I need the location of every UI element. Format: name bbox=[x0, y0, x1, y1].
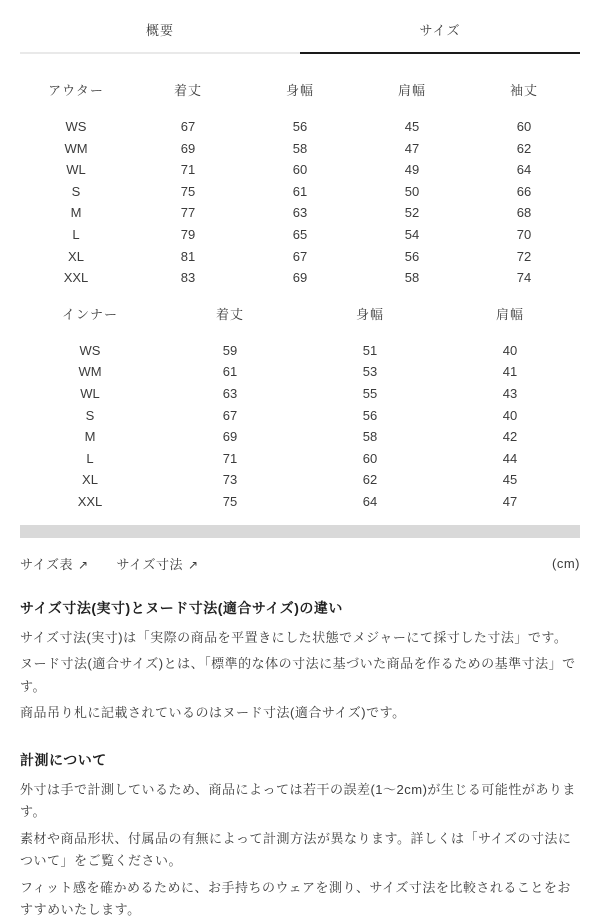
table-row bbox=[20, 116, 580, 138]
table-cell: 56 bbox=[404, 248, 420, 264]
size-chart-link-label: サイズ表 bbox=[20, 556, 73, 572]
table-cell: 69 bbox=[222, 429, 238, 445]
table-cell: XXL bbox=[63, 270, 89, 286]
paragraph: 外寸は手で計測しているため、商品によっては若干の誤差(1〜2cm)が生じる可能性があります。 bbox=[20, 781, 576, 819]
section-body bbox=[20, 779, 580, 922]
table-cell: 56 bbox=[292, 119, 308, 134]
inner-size-table-body bbox=[20, 340, 580, 513]
table-row bbox=[20, 181, 580, 203]
section-title: サイズ寸法(実寸)とヌード寸法(適合サイズ)の違い bbox=[20, 599, 343, 616]
column-header: 肩幅 bbox=[397, 83, 426, 98]
table-cell: 67 bbox=[222, 407, 238, 423]
table-row bbox=[20, 383, 580, 405]
table-cell: 75 bbox=[222, 493, 238, 509]
table-cell: 60 bbox=[362, 450, 378, 466]
table-cell: 79 bbox=[180, 226, 196, 242]
table-cell: 61 bbox=[222, 364, 238, 380]
table-cell: 55 bbox=[362, 385, 378, 401]
table-cell: M bbox=[84, 429, 96, 445]
table-cell: 62 bbox=[516, 140, 532, 156]
table-cell: S bbox=[85, 407, 95, 423]
table-cell: WM bbox=[78, 364, 102, 380]
tab-overview-label: 概要 bbox=[145, 23, 174, 38]
section-body bbox=[20, 627, 580, 725]
table-cell: 66 bbox=[516, 183, 532, 199]
table-cell: 67 bbox=[292, 248, 308, 264]
inner-size-table-header bbox=[20, 304, 580, 340]
size-chart-link[interactable] bbox=[20, 554, 89, 573]
inner-size-table bbox=[20, 304, 580, 513]
table-cell: L bbox=[86, 450, 94, 466]
column-header: インナー bbox=[61, 306, 118, 322]
table-cell: 70 bbox=[516, 226, 532, 242]
table-cell: 54 bbox=[404, 226, 420, 242]
table-row bbox=[20, 361, 580, 383]
table-cell: 42 bbox=[502, 429, 518, 445]
table-row bbox=[20, 491, 580, 513]
table-cell: 75 bbox=[180, 183, 196, 199]
tab-overview[interactable] bbox=[20, 20, 300, 54]
table-cell: 58 bbox=[292, 140, 308, 156]
tab-size-label: サイズ bbox=[419, 23, 461, 38]
paragraph: 素材や商品形状、付属品の有無によって計測方法が異なります。詳しくは「サイズの寸法について」をご覧ください。 bbox=[20, 830, 572, 868]
table-cell: 51 bbox=[362, 342, 378, 358]
table-cell: S bbox=[71, 183, 81, 199]
table-cell: 68 bbox=[516, 205, 532, 221]
table-cell: M bbox=[70, 205, 82, 221]
column-header: 身幅 bbox=[355, 306, 384, 322]
size-measurements-link-label: サイズ寸法 bbox=[116, 556, 183, 572]
table-row bbox=[20, 405, 580, 427]
table-cell: 65 bbox=[292, 226, 308, 242]
table-cell: 43 bbox=[502, 385, 518, 401]
table-cell: 64 bbox=[516, 162, 532, 178]
table-cell: 58 bbox=[404, 270, 420, 286]
outer-size-table-header bbox=[20, 80, 580, 116]
table-cell: WS bbox=[79, 342, 101, 358]
table-cell: WS bbox=[65, 119, 87, 134]
table-cell: 44 bbox=[502, 450, 518, 466]
paragraph: ヌード寸法(適合サイズ)とは、「標準的な体の寸法に基づいた商品を作るための基準寸法」です。 bbox=[20, 656, 576, 694]
size-measurements-link[interactable] bbox=[117, 554, 199, 573]
tab-bar bbox=[20, 0, 580, 54]
column-header: 着丈 bbox=[215, 306, 244, 322]
table-cell: 40 bbox=[502, 342, 518, 358]
table-row bbox=[20, 469, 580, 491]
table-row bbox=[20, 159, 580, 181]
tab-size[interactable] bbox=[300, 20, 580, 54]
table-cell: 45 bbox=[502, 472, 518, 488]
column-header: 着丈 bbox=[173, 83, 202, 98]
table-cell: 83 bbox=[180, 270, 196, 286]
table-cell: XL bbox=[82, 472, 98, 488]
table-cell: 47 bbox=[502, 493, 518, 509]
outer-size-table-body bbox=[20, 116, 580, 289]
table-cell: 60 bbox=[516, 119, 532, 134]
table-cell: 64 bbox=[362, 493, 378, 509]
table-cell: 71 bbox=[222, 450, 238, 466]
table-cell: 63 bbox=[222, 385, 238, 401]
table-row bbox=[20, 340, 580, 362]
table-cell: 59 bbox=[222, 342, 238, 358]
table-cell: 81 bbox=[180, 248, 196, 264]
table-cell: 71 bbox=[180, 162, 196, 178]
table-cell: 50 bbox=[404, 183, 420, 199]
table-cell: XL bbox=[68, 248, 84, 264]
table-cell: L bbox=[72, 226, 80, 242]
table-row bbox=[20, 224, 580, 246]
table-cell: 62 bbox=[362, 472, 378, 488]
table-row bbox=[20, 202, 580, 224]
table-cell: WL bbox=[80, 385, 100, 401]
links-row bbox=[20, 554, 580, 573]
table-cell: 74 bbox=[516, 270, 532, 286]
horizontal-scrollbar[interactable] bbox=[20, 525, 580, 538]
table-cell: 58 bbox=[362, 429, 378, 445]
paragraph: 商品吊り札に記載されているのはヌード寸法(適合サイズ)です。 bbox=[20, 705, 406, 720]
section-title: 計測について bbox=[20, 751, 107, 768]
column-header: アウター bbox=[48, 83, 104, 98]
table-cell: 40 bbox=[502, 407, 518, 423]
paragraph: サイズ寸法(実寸)は「実際の商品を平置きにした状態でメジャーにて採寸した寸法」です。 bbox=[20, 629, 568, 645]
table-cell: WL bbox=[66, 162, 86, 178]
table-cell: 69 bbox=[180, 140, 196, 156]
table-row bbox=[20, 426, 580, 448]
table-cell: 72 bbox=[516, 248, 532, 264]
table-cell: 52 bbox=[404, 205, 420, 221]
table-cell: 73 bbox=[222, 472, 238, 488]
table-cell: 41 bbox=[502, 364, 518, 380]
column-header: 身幅 bbox=[285, 83, 314, 98]
table-cell: 67 bbox=[180, 119, 196, 134]
table-cell: XXL bbox=[77, 493, 103, 509]
section-measurement bbox=[20, 750, 580, 922]
table-cell: 77 bbox=[180, 205, 196, 221]
table-cell: 45 bbox=[404, 119, 420, 134]
table-row bbox=[20, 267, 580, 289]
section-size-difference bbox=[20, 598, 580, 725]
table-cell: WM bbox=[64, 140, 88, 156]
table-cell: 60 bbox=[292, 162, 308, 178]
unit-label: (cm) bbox=[552, 555, 580, 571]
table-cell: 61 bbox=[292, 183, 308, 199]
column-header: 肩幅 bbox=[495, 306, 524, 322]
external-link-icon: ↗ bbox=[188, 557, 199, 572]
external-link-icon: ↗ bbox=[77, 557, 89, 572]
table-row bbox=[20, 138, 580, 160]
table-cell: 49 bbox=[404, 162, 420, 178]
table-cell: 47 bbox=[404, 140, 420, 156]
table-cell: 63 bbox=[292, 205, 308, 221]
column-header: 袖丈 bbox=[509, 83, 538, 98]
table-cell: 53 bbox=[362, 364, 378, 380]
table-row bbox=[20, 448, 580, 470]
table-row bbox=[20, 246, 580, 268]
outer-size-table bbox=[20, 80, 580, 289]
table-cell: 69 bbox=[292, 270, 308, 286]
paragraph: フィット感を確かめるために、お手持ちのウェアを測り、サイズ寸法を比較されることをおすすめいたします。 bbox=[20, 879, 571, 917]
table-cell: 56 bbox=[362, 407, 378, 423]
